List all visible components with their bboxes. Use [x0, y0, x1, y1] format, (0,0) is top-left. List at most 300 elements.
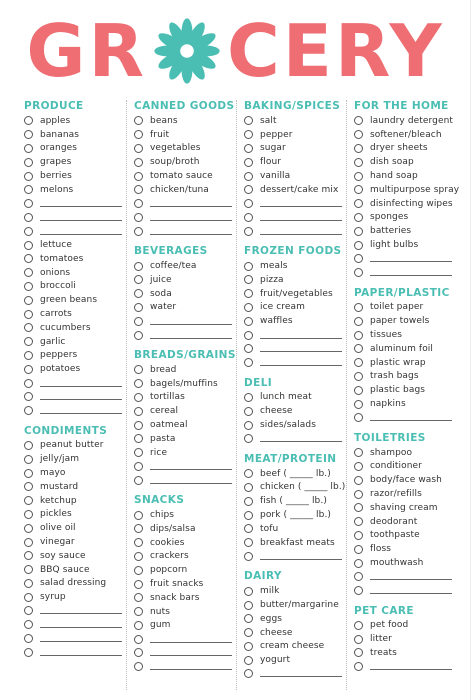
- checkbox-circle[interactable]: [354, 448, 363, 457]
- checkbox-circle[interactable]: [134, 593, 143, 602]
- list-item: [354, 155, 460, 169]
- list-item: [244, 584, 350, 598]
- item-label: bagels/muffins: [150, 378, 218, 389]
- checkbox-circle[interactable]: [24, 406, 33, 415]
- blank-line[interactable]: [260, 228, 342, 235]
- blank-line[interactable]: [150, 228, 232, 235]
- checkbox-circle[interactable]: [354, 372, 363, 381]
- list-section: [354, 100, 460, 280]
- checkbox-circle[interactable]: [354, 130, 363, 139]
- list-item: [244, 418, 350, 432]
- list-item: [134, 646, 240, 660]
- item-label: tomatoes: [40, 253, 84, 264]
- checkbox-circle[interactable]: [134, 621, 143, 630]
- item-label: dish soap: [370, 157, 414, 168]
- blank-line[interactable]: [260, 200, 342, 207]
- item-label: deodorant: [370, 516, 418, 527]
- item-label: beans: [150, 115, 178, 126]
- checkbox-circle[interactable]: [244, 434, 253, 443]
- list-item: [24, 563, 130, 577]
- checkbox-circle[interactable]: [134, 144, 143, 153]
- item-label: peanut butter: [40, 440, 104, 451]
- checkbox-circle[interactable]: [24, 337, 33, 346]
- list-item: [134, 522, 240, 536]
- list-item: [24, 142, 130, 156]
- section-heading: SNACKS: [134, 494, 185, 507]
- checkbox-circle[interactable]: [244, 213, 253, 222]
- checkbox-circle[interactable]: [244, 116, 253, 125]
- item-label: salad dressing: [40, 578, 107, 589]
- blank-line[interactable]: [260, 214, 342, 221]
- checkbox-circle[interactable]: [24, 351, 33, 360]
- list-item: [24, 549, 130, 563]
- title-left: GR: [26, 9, 147, 93]
- item-label: cream cheese: [260, 641, 325, 652]
- list-item: [134, 301, 240, 315]
- checkbox-circle[interactable]: [244, 317, 253, 326]
- item-label: waffles: [260, 316, 293, 327]
- checkbox-circle[interactable]: [134, 580, 143, 589]
- blank-line[interactable]: [150, 200, 232, 207]
- checkbox-circle[interactable]: [244, 497, 253, 506]
- checkbox-circle[interactable]: [244, 130, 253, 139]
- blank-line[interactable]: [40, 214, 122, 221]
- list-item: [354, 515, 460, 529]
- checkbox-circle[interactable]: [24, 441, 33, 450]
- blank-line[interactable]: [150, 477, 232, 484]
- item-label: mouthwash: [370, 558, 424, 568]
- list-item: [134, 114, 240, 128]
- blank-line[interactable]: [370, 414, 452, 421]
- blank-line[interactable]: [370, 269, 452, 276]
- item-label: ice cream: [260, 302, 306, 313]
- checkbox-circle[interactable]: [354, 517, 363, 526]
- checkbox-circle[interactable]: [354, 268, 363, 277]
- checkbox-circle[interactable]: [24, 510, 33, 519]
- list-section: [354, 287, 460, 425]
- checkbox-circle[interactable]: [354, 462, 363, 471]
- checkbox-circle[interactable]: [134, 511, 143, 520]
- checkbox-circle[interactable]: [354, 185, 363, 194]
- checkbox-circle[interactable]: [134, 275, 143, 284]
- checkbox-circle[interactable]: [354, 386, 363, 395]
- item-label: coffee/tea: [150, 261, 197, 272]
- checkbox-circle[interactable]: [244, 289, 253, 298]
- item-label: vinegar: [40, 537, 75, 547]
- item-label: eggs: [260, 613, 283, 624]
- list-item: [244, 142, 350, 156]
- list-item: [354, 238, 460, 252]
- checkbox-circle[interactable]: [24, 469, 33, 478]
- checkbox-circle[interactable]: [354, 158, 363, 167]
- blank-line[interactable]: [260, 670, 342, 677]
- list-item: [244, 128, 350, 142]
- item-label: cheese: [260, 627, 293, 638]
- blank-line[interactable]: [260, 345, 342, 352]
- blank-line[interactable]: [150, 463, 232, 470]
- checkbox-circle[interactable]: [244, 421, 253, 430]
- checkbox-circle[interactable]: [134, 448, 143, 457]
- list-item: [244, 342, 350, 356]
- blank-line[interactable]: [40, 228, 122, 235]
- checkbox-circle[interactable]: [24, 268, 33, 277]
- list-item: [134, 183, 240, 197]
- blank-line[interactable]: [150, 649, 232, 656]
- list-item: [134, 577, 240, 591]
- checkbox-circle[interactable]: [134, 289, 143, 298]
- checkbox-circle[interactable]: [354, 545, 363, 554]
- checkbox-circle[interactable]: [354, 586, 363, 595]
- blank-line[interactable]: [40, 407, 122, 414]
- checkbox-circle[interactable]: [244, 393, 253, 402]
- checkbox-circle[interactable]: [354, 172, 363, 181]
- item-label: green beans: [40, 295, 98, 306]
- checkbox-circle[interactable]: [244, 469, 253, 478]
- checkbox-circle[interactable]: [354, 358, 363, 367]
- blank-line[interactable]: [40, 200, 122, 207]
- item-label: trash bags: [370, 371, 419, 382]
- list-columns: [22, 100, 460, 688]
- list-item: [134, 460, 240, 474]
- checkbox-circle[interactable]: [244, 642, 253, 651]
- section-heading: FOR THE HOME: [354, 100, 449, 112]
- item-label: floss: [370, 544, 392, 555]
- checkbox-circle[interactable]: [24, 565, 33, 574]
- item-label: cucumbers: [40, 322, 91, 333]
- checkbox-circle[interactable]: [354, 254, 363, 263]
- list-item: [24, 238, 130, 252]
- checkbox-circle[interactable]: [354, 303, 363, 312]
- checkbox-circle[interactable]: [134, 407, 143, 416]
- checkbox-circle[interactable]: [134, 434, 143, 443]
- checkbox-circle[interactable]: [134, 476, 143, 485]
- blank-line[interactable]: [370, 587, 452, 594]
- section-heading: TOILETRIES: [354, 431, 426, 444]
- item-label: pizza: [260, 274, 284, 285]
- list-section: [244, 245, 350, 369]
- checkbox-circle[interactable]: [354, 413, 363, 422]
- item-label: tortillas: [150, 392, 185, 403]
- blank-line[interactable]: [260, 553, 342, 560]
- checkbox-circle[interactable]: [24, 241, 33, 250]
- section-heading: BEVERAGES: [134, 245, 208, 258]
- list-item: [244, 211, 350, 225]
- checkbox-circle[interactable]: [134, 317, 143, 326]
- checkbox-circle[interactable]: [134, 185, 143, 194]
- list-item: [24, 307, 130, 321]
- list-item: [354, 411, 460, 425]
- item-label: oatmeal: [150, 420, 188, 431]
- item-label: tissues: [370, 330, 403, 341]
- checkbox-circle[interactable]: [134, 199, 143, 208]
- blank-line[interactable]: [40, 621, 122, 628]
- checkbox-circle[interactable]: [134, 116, 143, 125]
- checkbox-circle[interactable]: [354, 635, 363, 644]
- blank-line[interactable]: [370, 663, 452, 670]
- list-item: [134, 328, 240, 342]
- list-item: [244, 598, 350, 612]
- checkbox-circle[interactable]: [244, 552, 253, 561]
- list-item: [134, 259, 240, 273]
- checkbox-circle[interactable]: [24, 172, 33, 181]
- item-label: butter/margarine: [260, 600, 339, 610]
- list-item: [134, 224, 240, 238]
- item-label: cereal: [150, 406, 179, 417]
- item-label: vanilla: [260, 171, 291, 182]
- checkbox-circle[interactable]: [134, 158, 143, 167]
- checkbox-circle[interactable]: [354, 227, 363, 236]
- checkbox-circle[interactable]: [354, 503, 363, 512]
- item-label: lettuce: [40, 240, 72, 251]
- checkbox-circle[interactable]: [244, 538, 253, 547]
- flower-icon: [153, 17, 221, 85]
- checkbox-circle[interactable]: [24, 282, 33, 291]
- checkbox-circle[interactable]: [24, 310, 33, 319]
- checkbox-circle[interactable]: [24, 254, 33, 263]
- checkbox-circle[interactable]: [244, 331, 253, 340]
- list-item: [354, 314, 460, 328]
- list-item: [244, 467, 350, 481]
- blank-line[interactable]: [150, 663, 232, 670]
- item-label: milk: [260, 586, 280, 597]
- item-label: cookies: [150, 537, 185, 548]
- checkbox-circle[interactable]: [24, 593, 33, 602]
- checkbox-circle[interactable]: [134, 566, 143, 575]
- list-item: [24, 480, 130, 494]
- checkbox-circle[interactable]: [134, 421, 143, 430]
- blank-line[interactable]: [370, 573, 452, 580]
- blank-line[interactable]: [40, 649, 122, 656]
- checkbox-circle[interactable]: [24, 496, 33, 505]
- blank-line[interactable]: [370, 255, 452, 262]
- list-item: [354, 128, 460, 142]
- list-column: [242, 100, 350, 688]
- checkbox-circle[interactable]: [24, 379, 33, 388]
- checkbox-circle[interactable]: [24, 144, 33, 153]
- item-label: nuts: [150, 606, 171, 617]
- checkbox-circle[interactable]: [24, 158, 33, 167]
- list-item: [354, 142, 460, 156]
- checkbox-circle[interactable]: [24, 392, 33, 401]
- checkbox-circle[interactable]: [24, 116, 33, 125]
- checkbox-circle[interactable]: [134, 365, 143, 374]
- list-section: [354, 605, 460, 674]
- checkbox-circle[interactable]: [24, 227, 33, 236]
- list-item: [244, 626, 350, 640]
- checkbox-circle[interactable]: [354, 116, 363, 125]
- checkbox-circle[interactable]: [24, 606, 33, 615]
- checkbox-circle[interactable]: [24, 538, 33, 547]
- list-item: [134, 287, 240, 301]
- title-right: CERY: [226, 9, 445, 93]
- item-label: flour: [260, 157, 282, 168]
- checkbox-circle[interactable]: [24, 296, 33, 305]
- list-item: [354, 556, 460, 570]
- checkbox-circle[interactable]: [244, 614, 253, 623]
- checkbox-circle[interactable]: [134, 462, 143, 471]
- checkbox-circle[interactable]: [134, 648, 143, 657]
- item-label: BBQ sauce: [40, 564, 90, 575]
- item-label: mayo: [40, 468, 66, 479]
- checkbox-circle[interactable]: [244, 275, 253, 284]
- checkbox-circle[interactable]: [354, 241, 363, 250]
- item-label: hand soap: [370, 171, 418, 182]
- list-item: [134, 563, 240, 577]
- checkbox-circle[interactable]: [244, 144, 253, 153]
- checkbox-circle[interactable]: [354, 572, 363, 581]
- checkbox-circle[interactable]: [134, 227, 143, 236]
- list-item: [354, 370, 460, 384]
- list-item: [24, 252, 130, 266]
- list-item: [244, 522, 350, 536]
- blank-line[interactable]: [260, 359, 342, 366]
- item-label: body/face wash: [370, 475, 442, 486]
- checkbox-circle[interactable]: [24, 130, 33, 139]
- checkbox-circle[interactable]: [244, 185, 253, 194]
- list-item: [354, 266, 460, 280]
- item-label: water: [150, 302, 177, 313]
- checkbox-circle[interactable]: [24, 648, 33, 657]
- checkbox-circle[interactable]: [244, 601, 253, 610]
- item-label: apples: [40, 115, 71, 126]
- blank-line[interactable]: [150, 636, 232, 643]
- checkbox-circle[interactable]: [354, 648, 363, 657]
- blank-line[interactable]: [260, 435, 342, 442]
- checkbox-circle[interactable]: [24, 365, 33, 374]
- list-item: [134, 473, 240, 487]
- blank-line[interactable]: [150, 318, 232, 325]
- list-item: [244, 612, 350, 626]
- checkbox-circle[interactable]: [134, 524, 143, 533]
- checkbox-circle[interactable]: [244, 628, 253, 637]
- checkbox-circle[interactable]: [244, 199, 253, 208]
- checkbox-circle[interactable]: [354, 331, 363, 340]
- checkbox-circle[interactable]: [244, 524, 253, 533]
- checkbox-circle[interactable]: [134, 331, 143, 340]
- blank-line[interactable]: [40, 635, 122, 642]
- checkbox-circle[interactable]: [354, 476, 363, 485]
- list-item: [24, 604, 130, 618]
- checkbox-circle[interactable]: [134, 172, 143, 181]
- item-label: crackers: [150, 551, 189, 562]
- checkbox-circle[interactable]: [134, 635, 143, 644]
- list-item: [354, 183, 460, 197]
- list-section: [134, 494, 240, 674]
- checkbox-circle[interactable]: [354, 199, 363, 208]
- checkbox-circle[interactable]: [134, 538, 143, 547]
- list-item: [134, 418, 240, 432]
- item-label: salt: [260, 115, 277, 126]
- checkbox-circle[interactable]: [354, 621, 363, 630]
- checkbox-circle[interactable]: [24, 213, 33, 222]
- checkbox-circle[interactable]: [24, 455, 33, 464]
- list-item: [354, 169, 460, 183]
- blank-line[interactable]: [150, 214, 232, 221]
- item-label: popcorn: [150, 565, 188, 576]
- checkbox-circle[interactable]: [244, 344, 253, 353]
- checkbox-circle[interactable]: [24, 323, 33, 332]
- checkbox-circle[interactable]: [354, 144, 363, 153]
- checkbox-circle[interactable]: [354, 317, 363, 326]
- blank-line[interactable]: [150, 332, 232, 339]
- item-label: potatoes: [40, 364, 81, 375]
- checkbox-circle[interactable]: [24, 482, 33, 491]
- checkbox-circle[interactable]: [24, 551, 33, 560]
- checkbox-circle[interactable]: [244, 158, 253, 167]
- checkbox-circle[interactable]: [244, 669, 253, 678]
- checkbox-circle[interactable]: [134, 379, 143, 388]
- checkbox-circle[interactable]: [244, 656, 253, 665]
- checkbox-circle[interactable]: [24, 620, 33, 629]
- checkbox-circle[interactable]: [134, 130, 143, 139]
- list-item: [244, 259, 350, 273]
- list-item: [244, 404, 350, 418]
- item-label: light bulbs: [370, 240, 419, 251]
- checkbox-circle[interactable]: [354, 531, 363, 540]
- checkbox-circle[interactable]: [354, 559, 363, 568]
- checkbox-circle[interactable]: [354, 400, 363, 409]
- checkbox-circle[interactable]: [244, 262, 253, 271]
- checkbox-circle[interactable]: [134, 662, 143, 671]
- list-item: [354, 356, 460, 370]
- item-label: tomato sauce: [150, 171, 213, 182]
- checkbox-circle[interactable]: [134, 607, 143, 616]
- list-item: [244, 667, 350, 681]
- checkbox-circle[interactable]: [134, 213, 143, 222]
- checkbox-circle[interactable]: [354, 213, 363, 222]
- checkbox-circle[interactable]: [134, 303, 143, 312]
- checkbox-circle[interactable]: [244, 587, 253, 596]
- list-item: [134, 619, 240, 633]
- item-label: cheese: [260, 406, 293, 417]
- blank-line[interactable]: [260, 332, 342, 339]
- checkbox-circle[interactable]: [24, 634, 33, 643]
- checkbox-circle[interactable]: [244, 303, 253, 312]
- checkbox-circle[interactable]: [24, 185, 33, 194]
- checkbox-circle[interactable]: [244, 511, 253, 520]
- checkbox-circle[interactable]: [24, 524, 33, 533]
- list-item: [244, 653, 350, 667]
- list-item: [244, 301, 350, 315]
- item-label: treats: [370, 647, 397, 658]
- list-item: [244, 391, 350, 405]
- checkbox-circle[interactable]: [354, 662, 363, 671]
- checkbox-circle[interactable]: [244, 358, 253, 367]
- checkbox-circle[interactable]: [244, 407, 253, 416]
- list-item: [354, 446, 460, 460]
- blank-line[interactable]: [40, 380, 122, 387]
- checkbox-circle[interactable]: [134, 262, 143, 271]
- checkbox-circle[interactable]: [244, 483, 253, 492]
- list-item: [24, 362, 130, 376]
- checkbox-circle[interactable]: [134, 552, 143, 561]
- item-label: grapes: [40, 157, 72, 168]
- blank-line[interactable]: [40, 607, 122, 614]
- checkbox-circle[interactable]: [354, 344, 363, 353]
- checkbox-circle[interactable]: [354, 490, 363, 499]
- list-item: [354, 660, 460, 674]
- checkbox-circle[interactable]: [134, 393, 143, 402]
- list-item: [134, 169, 240, 183]
- checkbox-circle[interactable]: [244, 227, 253, 236]
- item-label: berries: [40, 171, 72, 182]
- blank-line[interactable]: [40, 393, 122, 400]
- item-label: sugar: [260, 143, 286, 154]
- list-item: [354, 570, 460, 584]
- checkbox-circle[interactable]: [24, 199, 33, 208]
- checkbox-circle[interactable]: [244, 172, 253, 181]
- checkbox-circle[interactable]: [24, 579, 33, 588]
